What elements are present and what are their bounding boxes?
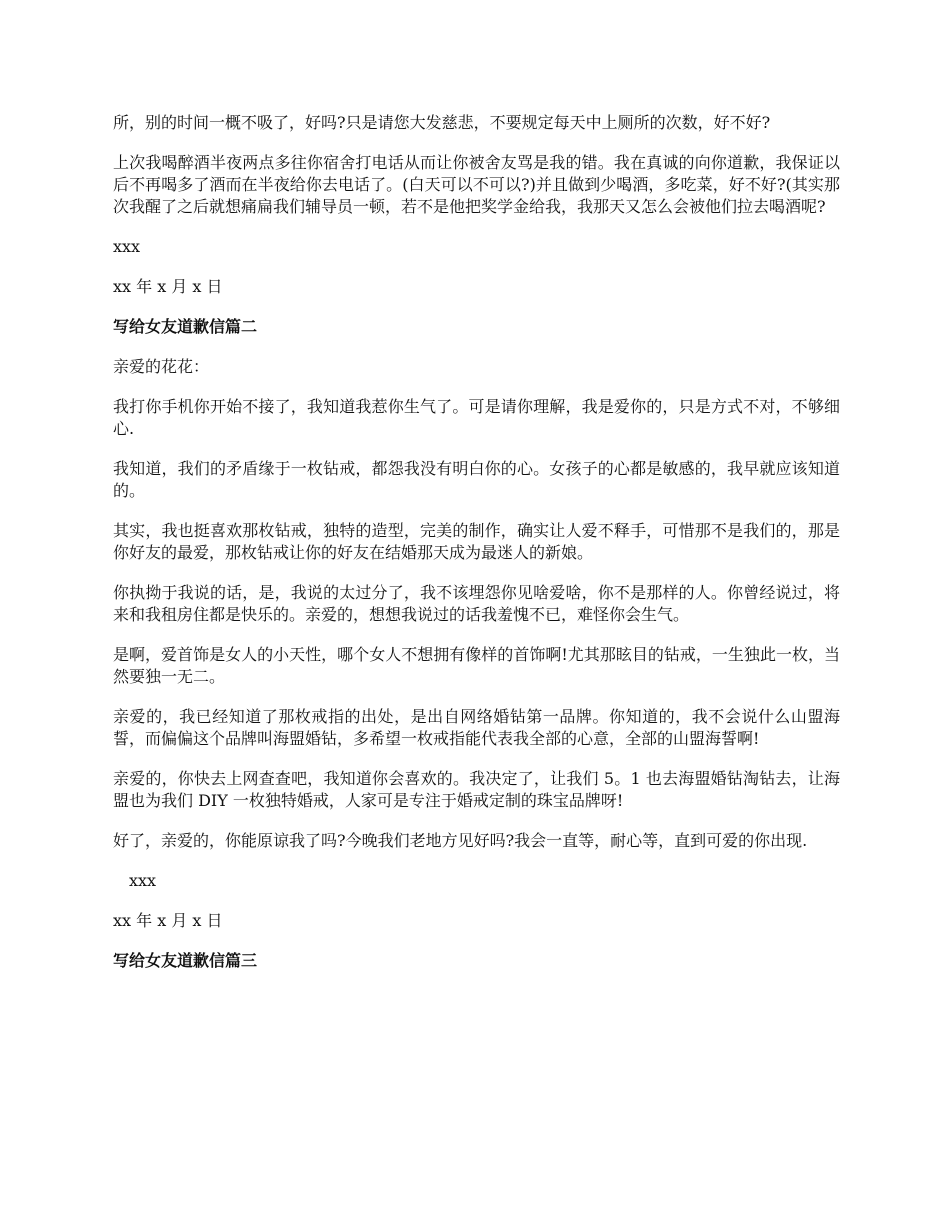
paragraph: 好了，亲爱的，你能原谅我了吗?今晚我们老地方见好吗?我会一直等，耐心等，直到可爱的你出现. bbox=[113, 831, 808, 850]
paragraph: 你执拗于我说的话，是，我说的太过分了，我不该埋怨你见啥爱啥，你不是那样的人。你曾经说过，将来和我租房住都是快乐的。亲爱的，想想我说过的话我羞愧不已，难怪你会生气。 bbox=[113, 583, 840, 624]
paragraph: 亲爱的，你快去上网查查吧，我知道你会喜欢的。我决定了，让我们 5。1 也去海盟婚钻淘钻去，让海盟也为我们 DIY 一枚独特婚戒，人家可是专注于婚戒定制的珠宝品牌呀! bbox=[113, 769, 840, 810]
paragraph: 我打你手机你开始不接了，我知道我惹你生气了。可是请你理解，我是爱你的，只是方式不对，不够细心. bbox=[113, 397, 840, 438]
date-line: xx 年 x 月 x 日 bbox=[113, 911, 223, 930]
paragraph: 其实，我也挺喜欢那枚钻戒，独特的造型，完美的制作，确实让人爱不释手，可惜那不是我们的，那是你好友的最爱，那枚钻戒让你的好友在结婚那天成为最迷人的新娘。 bbox=[113, 521, 840, 562]
paragraph: 亲爱的，我已经知道了那枚戒指的出处，是出自网络婚钻第一品牌。你知道的，我不会说什么山盟海誓，而偏偏这个品牌叫海盟婚钻，多希望一枚戒指能代表我全部的心意，全部的山盟海誓啊! bbox=[113, 707, 840, 748]
paragraph: 所，别的时间一概不吸了，好吗?只是请您大发慈悲，不要规定每天中上厕所的次数，好不好? bbox=[113, 113, 771, 132]
section-heading: 写给女友道歉信篇三 bbox=[113, 951, 258, 970]
paragraph: 我知道，我们的矛盾缘于一枚钻戒，都怨我没有明白你的心。女孩子的心都是敏感的，我早就应该知道的。 bbox=[113, 459, 840, 500]
signature: xxx bbox=[129, 871, 157, 890]
signature: xxx bbox=[113, 237, 141, 256]
paragraph: 是啊，爱首饰是女人的小天性，哪个女人不想拥有像样的首饰啊!尤其那眩目的钻戒，一生独此一枚，当然要独一无二。 bbox=[113, 645, 840, 686]
document-body bbox=[113, 112, 840, 990]
section-heading: 写给女友道歉信篇二 bbox=[113, 317, 258, 336]
paragraph: 上次我喝醉酒半夜两点多往你宿舍打电话从而让你被舍友骂是我的错。我在真诚的向你道歉，我保证以后不再喝多了酒而在半夜给你去电话了。(白天可以不可以?)并且做到少喝酒，多吃菜，好不好?(其实那次我醒了之后就想痛扁我们辅导员一顿，若不是他把奖学金给我，我那天又怎么会被他们拉去喝酒呢? bbox=[113, 153, 840, 216]
date-line: xx 年 x 月 x 日 bbox=[113, 277, 223, 296]
salutation: 亲爱的花花： bbox=[113, 357, 210, 376]
